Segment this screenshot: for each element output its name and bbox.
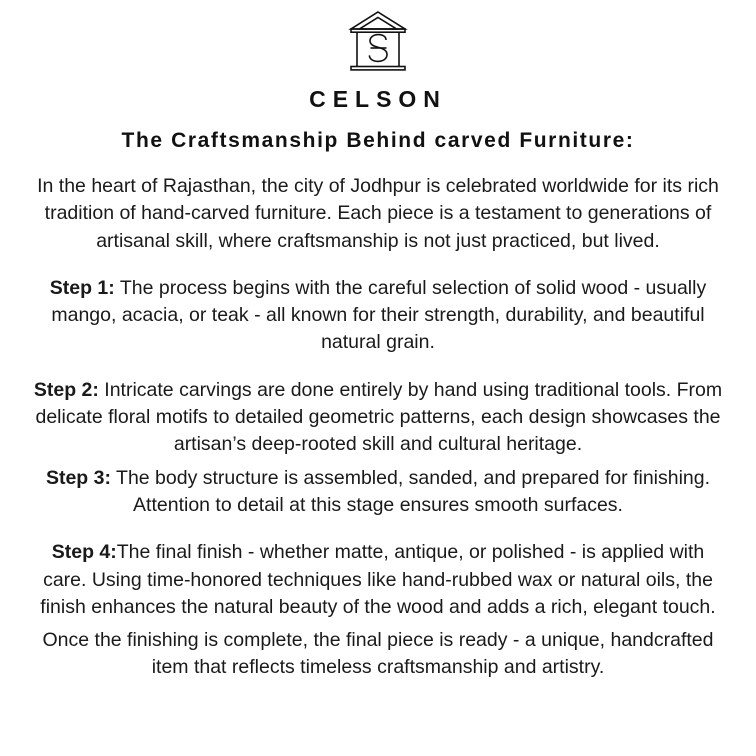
step-1-text: The process begins with the careful selection of solid wood - usually mango, acacia, or teak - all known for their strength, durability, and beautiful natural grain. [51,276,707,354]
brand-logo [333,8,423,82]
step-1-label: Step 1: [49,276,115,299]
step-2-text: Intricate carvings are done entirely by hand using traditional tools. From delicate floral motifs to detailed geometric patterns, each design showcases the artisan’s deep-rooted skill and cultural heritage. [35,378,723,456]
step-3-text: The body structure is assembled, sanded, and prepared for finishing. Attention to detail at this stage ensures smooth surfaces. [110,466,711,516]
celson-monogram-icon [333,8,423,82]
step-4-paragraph [28,539,728,621]
step-4-text: The final finish - whether matte, antique, or polished - is applied with care. Using time-honored techniques like hand-rubbed wax or natural oils, the finish enhances the natural beauty of the wood and adds a rich, elegant touch. [40,541,716,618]
step-3-label: Step 3: [45,466,111,489]
step-2-paragraph [28,377,728,459]
brand-name: CELSON [309,86,447,112]
step-2-label: Step 2: [33,378,99,401]
step-1-paragraph [28,275,728,357]
closing-paragraph: Once the finishing is complete, the final piece is ready - a unique, handcrafted item that reflects timeless craftsmanship and artistry. [42,629,714,679]
page-title: The Craftsmanship Behind carved Furniture: [121,129,635,152]
step-3-paragraph [28,465,728,520]
step-4-label: Step 4: [51,541,117,564]
intro-paragraph: In the heart of Rajasthan, the city of Jodhpur is celebrated worldwide for its rich tradition of hand-carved furniture. Each piece is a testament to generations of artisanal skill, where craftsmanship is not just practiced, but lived. [37,175,719,252]
